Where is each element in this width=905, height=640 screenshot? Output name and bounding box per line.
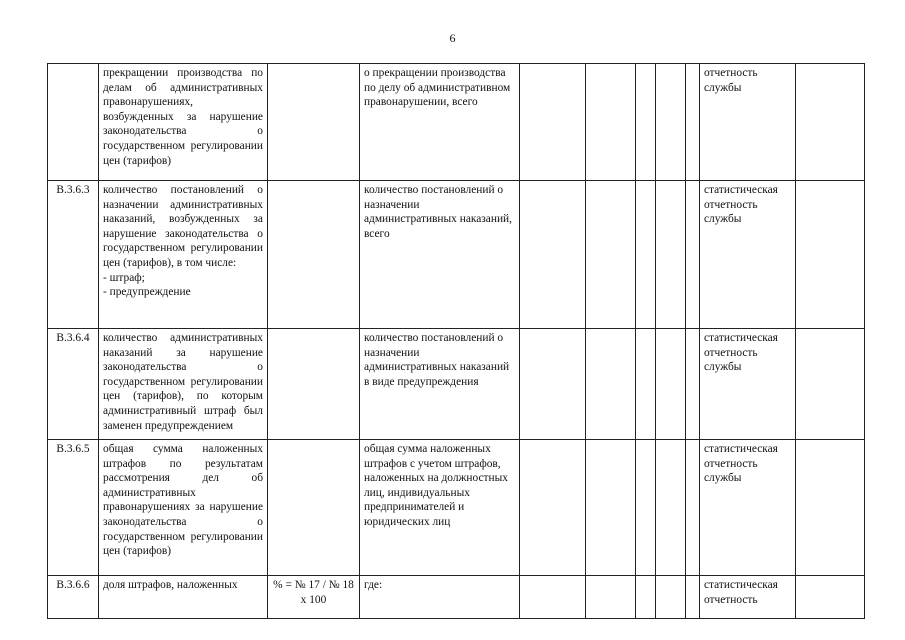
indicator-name xyxy=(99,329,268,440)
table-row xyxy=(48,64,865,181)
indicator-name-text: количество административных наказаний за нарушение законодательства о государственном регулировании цен (тарифов), по которым административный штраф был заменен предупреждением xyxy=(103,332,263,432)
empty-cell xyxy=(656,576,686,619)
empty-cell xyxy=(586,64,636,181)
empty-cell xyxy=(636,440,656,576)
empty-cell xyxy=(686,576,700,619)
indicator-name-text: доля штрафов, наложенных xyxy=(103,579,238,591)
empty-cell xyxy=(636,64,656,181)
indicator-name xyxy=(99,181,268,329)
empty-cell xyxy=(520,181,586,329)
indicator-name-text: количество постановлений о назначении административных наказаний, возбужденных за нарушение законодательства о государственном регулировании цен (тарифов), в том числе: xyxy=(103,184,263,269)
indicator-source: статистическая отчетность службы xyxy=(700,440,796,576)
empty-cell xyxy=(520,440,586,576)
empty-cell xyxy=(656,440,686,576)
table-row xyxy=(48,329,865,440)
empty-cell xyxy=(686,181,700,329)
indicator-subitem: - штраф; xyxy=(103,271,145,284)
indicator-description: общая сумма наложенных штрафов с учетом штрафов, наложенных на должностных лиц, индивидуальных предпринимателей и юридических лиц xyxy=(360,440,520,576)
empty-cell xyxy=(656,181,686,329)
indicator-source: статистическая отчетность службы xyxy=(700,181,796,329)
empty-cell xyxy=(796,440,865,576)
empty-cell xyxy=(636,329,656,440)
table-row xyxy=(48,181,865,329)
indicator-formula xyxy=(268,329,360,440)
empty-cell xyxy=(520,329,586,440)
empty-cell xyxy=(686,64,700,181)
empty-cell xyxy=(586,576,636,619)
indicator-formula xyxy=(268,181,360,329)
indicator-name xyxy=(99,64,268,181)
empty-cell xyxy=(796,181,865,329)
empty-cell xyxy=(586,181,636,329)
empty-cell xyxy=(520,576,586,619)
indicator-code: В.3.6.3 xyxy=(48,181,99,329)
indicators-table xyxy=(47,63,865,619)
indicator-subitem: - предупреждение xyxy=(103,286,191,299)
indicator-formula xyxy=(268,64,360,181)
empty-cell xyxy=(656,64,686,181)
table-row xyxy=(48,576,865,619)
indicator-name xyxy=(99,440,268,576)
empty-cell xyxy=(586,440,636,576)
empty-cell xyxy=(796,576,865,619)
empty-cell xyxy=(656,329,686,440)
indicator-source: отчетность службы xyxy=(700,64,796,181)
indicator-formula xyxy=(268,440,360,576)
indicator-description: количество постановлений о назначении административных наказаний в виде предупреждения xyxy=(360,329,520,440)
indicator-code: В.3.6.4 xyxy=(48,329,99,440)
empty-cell xyxy=(686,440,700,576)
indicator-source: статистическая отчетность службы xyxy=(700,329,796,440)
indicator-code: В.3.6.6 xyxy=(48,576,99,619)
indicator-description: количество постановлений о назначении административных наказаний, всего xyxy=(360,181,520,329)
empty-cell xyxy=(636,576,656,619)
empty-cell xyxy=(796,329,865,440)
indicator-source: статистическая отчетность xyxy=(700,576,796,619)
page-number: 6 xyxy=(449,31,456,45)
empty-cell xyxy=(636,181,656,329)
indicator-name xyxy=(99,576,268,619)
indicator-code: В.3.6.5 xyxy=(48,440,99,576)
empty-cell xyxy=(796,64,865,181)
indicator-description: где: xyxy=(360,576,520,619)
empty-cell xyxy=(686,329,700,440)
indicator-name-text: общая сумма наложенных штрафов по результатам рассмотрения дел об административных правонарушениях за нарушение законодательства о государственном регулировании цен (тарифов) xyxy=(103,443,263,558)
indicator-code xyxy=(48,64,99,181)
indicator-formula: % = № 17 / № 18 х 100 xyxy=(268,576,360,619)
empty-cell xyxy=(520,64,586,181)
empty-cell xyxy=(586,329,636,440)
indicator-description: о прекращении производства по делу об административном правонарушении, всего xyxy=(360,64,520,181)
table-row xyxy=(48,440,865,576)
indicator-name-text: прекращении производства по делам об административных правонарушениях, возбужденных за нарушение законодательства о государственном регулировании цен (тарифов) xyxy=(103,67,263,167)
